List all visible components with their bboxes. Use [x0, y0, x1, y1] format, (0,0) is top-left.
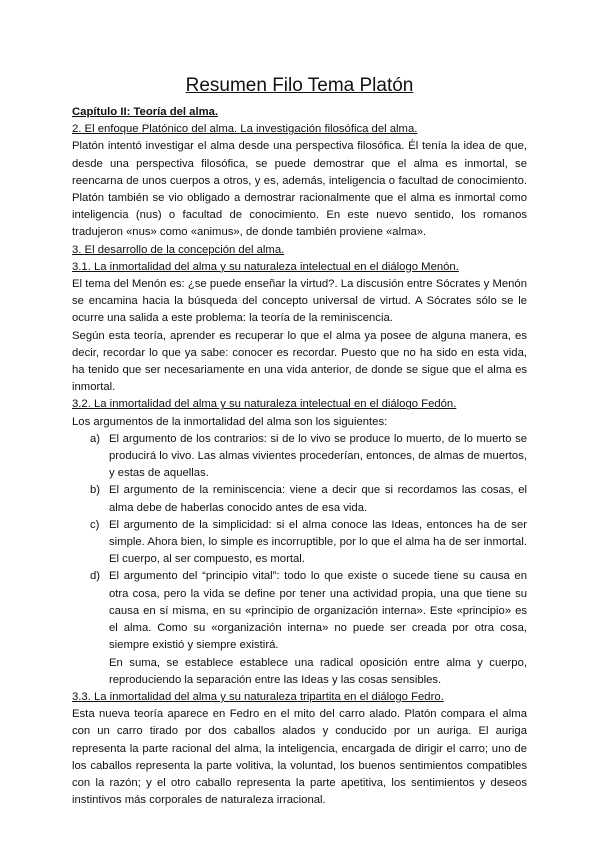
- list-item-text: El argumento del “principio vital”: todo lo que existe o sucede tiene su causa en otra cosa, pero la vida se define por tener una actividad propia, una que tiene su causa en sí misma, en su «principio de organización interna». Este «principio» es el alma. Como su «organización interna» no puede ser creada por otra cosa, siempre existió y siempre existirá.: [109, 570, 527, 652]
- list-item: [72, 482, 527, 516]
- list-marker: a): [90, 432, 101, 445]
- section-2-paragraph: Platón intentó investigar el alma desde una perspectiva filosófica. Él tenía la idea de que, desde una perspectiva filosófica, se puede demostrar que el alma es inmortal, se reencarna de unos cuerpos a otros, y es, además, inteligencia o facultad de conocimiento. Platón también se vio obligado a demostrar racionalmente que el alma es inmortal como inteligencia (nus) o facultad de conocimiento. En este nuevo sentido, los romanos tradujeron «nus» como «animus», de donde también proviene «alma».: [72, 140, 527, 239]
- list-item-text: El argumento de la simplicidad: si el alma conoce las Ideas, entonces ha de ser simple. Ahora bien, lo simple es incorruptible, por lo que el alma ha de ser inmortal. El cuerpo, al ser compuesto, es mortal.: [109, 518, 527, 566]
- list-item: [72, 431, 527, 483]
- arguments-list: [72, 431, 527, 655]
- section-3-2-conclusion: En suma, se establece establece una radical oposición entre alma y cuerpo, reproduciendo la separación entre las Ideas y las cosas sensibles.: [109, 656, 527, 686]
- list-marker: b): [90, 484, 101, 497]
- list-item: [72, 517, 527, 569]
- section-3-1-heading: 3.1. La inmortalidad del alma y su naturaleza intelectual en el diálogo Menón.: [72, 260, 459, 273]
- section-2-heading: 2. El enfoque Platónico del alma. La investigación filosófica del alma.: [72, 123, 418, 136]
- list-marker: d): [90, 570, 101, 583]
- list-item-text: El argumento de los contrarios: si de lo vivo se produce lo muerto, de lo muerto se producirá lo vivo. Las almas vivientes procederían, entonces, de almas de muertos, y estas de aquellas.: [109, 432, 527, 480]
- page-title: Resumen Filo Tema Platón: [185, 75, 414, 96]
- section-3-3-heading: 3.3. La inmortalidad del alma y su naturaleza tripartita en el diálogo Fedro.: [72, 690, 444, 703]
- section-3-1-paragraph-2: Según esta teoría, aprender es recuperar lo que el alma ya posee de alguna manera, es decir, recordar lo que ya sabe: conocer es recordar. Puesto que no ha sido en esta vida, ha tenido que ser necesariamente en una vida anterior, de donde se sigue que el alma es inmortal.: [72, 329, 527, 394]
- list-item: [72, 568, 527, 654]
- document-body: [72, 74, 527, 809]
- list-item-text: El argumento de la reminiscencia: viene a decir que si recordamos las cosas, el alma debe de haberlas conocido antes de esa vida.: [109, 484, 527, 514]
- section-3-2-intro: Los argumentos de la inmortalidad del alma son los siguientes:: [72, 415, 388, 428]
- section-3-heading: 3. El desarrollo de la concepción del alma.: [72, 243, 285, 256]
- section-3-3-paragraph: Esta nueva teoría aparece en Fedro en el mito del carro alado. Platón compara el alma con un carro tirado por dos caballos alados y conducido por un auriga. El auriga representa la parte racional del alma, la inteligencia, encargada de dirigir el carro; uno de los caballos representa la parte volitiva, la voluntad, los buenos sentimientos compatibles con la razón; y el otro caballo representa la parte apetitiva, los sentimientos y deseos instintivos más corporales de naturaleza irracional.: [72, 708, 527, 807]
- section-3-1-paragraph-1: El tema del Menón es: ¿se puede enseñar la virtud?. La discusión entre Sócrates y Menón se encamina hacia la búsqueda del concepto universal de virtud. A Sócrates sólo se le ocurre una salida a este problema: la teoría de la reminiscencia.: [72, 278, 527, 325]
- chapter-heading: Capítulo II: Teoría del alma.: [72, 106, 219, 118]
- section-3-2-heading: 3.2. La inmortalidad del alma y su naturaleza intelectual en el diálogo Fedón.: [72, 398, 457, 411]
- list-marker: c): [90, 518, 100, 531]
